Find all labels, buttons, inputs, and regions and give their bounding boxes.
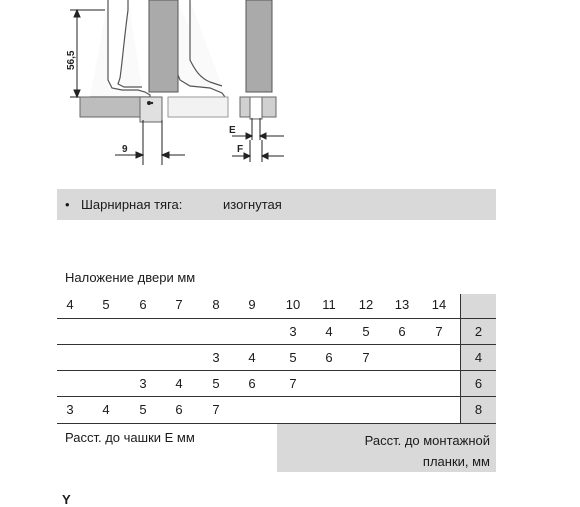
width-dimension (115, 120, 185, 165)
mounting-plate-distance-cell: 2 (474, 324, 483, 339)
hinge-arm-attribute (57, 189, 496, 220)
cup-distance-cell: 5 (139, 402, 147, 417)
overlay-header-cell: 10 (285, 297, 301, 312)
attribute-value: изогнутая (223, 197, 282, 212)
overlay-header-cell: 12 (358, 297, 374, 312)
overlay-header-cell: 8 (212, 297, 220, 312)
cup-distance-cell: 4 (102, 402, 110, 417)
cup-distance-cell: 7 (362, 350, 370, 365)
mounting-plate-distance-label (282, 430, 490, 472)
cup-distance-cell: 3 (289, 324, 297, 339)
overlay-header-cell: 9 (248, 297, 256, 312)
door-panel-section (246, 0, 272, 92)
cup-distance-cell: 6 (398, 324, 406, 339)
mounting-plate-label-line2: планки, мм (422, 454, 490, 469)
door-panel (149, 0, 178, 92)
hinge-technical-drawing (0, 0, 580, 175)
cup-distance-label: Расст. до чашки E мм (65, 430, 195, 445)
overlay-header-cell: 6 (139, 297, 147, 312)
cup-distance-cell: 7 (435, 324, 443, 339)
attribute-name: Шарнирная тяга: (81, 197, 183, 212)
overlay-header-cell: 13 (394, 297, 410, 312)
cup-distance-cell: 4 (248, 350, 256, 365)
cup-distance-cell: 6 (248, 376, 256, 391)
height-dimension-label: 56,5 (66, 50, 77, 70)
cup-distance-cell: 3 (139, 376, 147, 391)
overlay-header-cell: 5 (102, 297, 110, 312)
cup-distance-cell: 5 (289, 350, 297, 365)
mounting-plate-distance-cell: 4 (474, 350, 483, 365)
cup-distance-cell: 3 (212, 350, 220, 365)
width-dimension-label: 9 (122, 144, 128, 155)
e-dimension-label: E (229, 125, 236, 136)
cutoff-heading: Y (62, 492, 71, 507)
cup-distance-cell: 4 (325, 324, 333, 339)
cup-distance-cell: 7 (289, 376, 297, 391)
table-rule (57, 318, 496, 319)
f-dimension-label: F (237, 144, 244, 155)
mounting-plate-label-line1: Расст. до монтажной (364, 433, 490, 448)
bullet: • (65, 197, 70, 212)
table-rule (57, 423, 496, 424)
overlay-header-cell: 11 (322, 297, 336, 312)
cup-distance-cell: 3 (66, 402, 74, 417)
cup-distance-cell: 6 (175, 402, 183, 417)
table-rule (57, 344, 496, 345)
e-dimension (232, 118, 284, 140)
overlay-header-cell: 4 (66, 297, 74, 312)
cup-distance-cell: 6 (325, 350, 333, 365)
mounting-plate (80, 97, 276, 122)
table-rule (57, 396, 496, 397)
cup-distance-cell: 5 (362, 324, 370, 339)
cup-distance-cell: 7 (212, 402, 220, 417)
table-caption: Наложение двери мм (65, 270, 196, 285)
overlay-header-cell: 7 (175, 297, 183, 312)
cup-distance-cell: 4 (175, 376, 183, 391)
cup-distance-cell: 5 (212, 376, 220, 391)
mounting-plate-distance-cell: 6 (474, 376, 483, 391)
mounting-plate-distance-cell: 8 (474, 402, 483, 417)
overlay-header-cell: 14 (431, 297, 447, 312)
table-rule (57, 370, 496, 371)
